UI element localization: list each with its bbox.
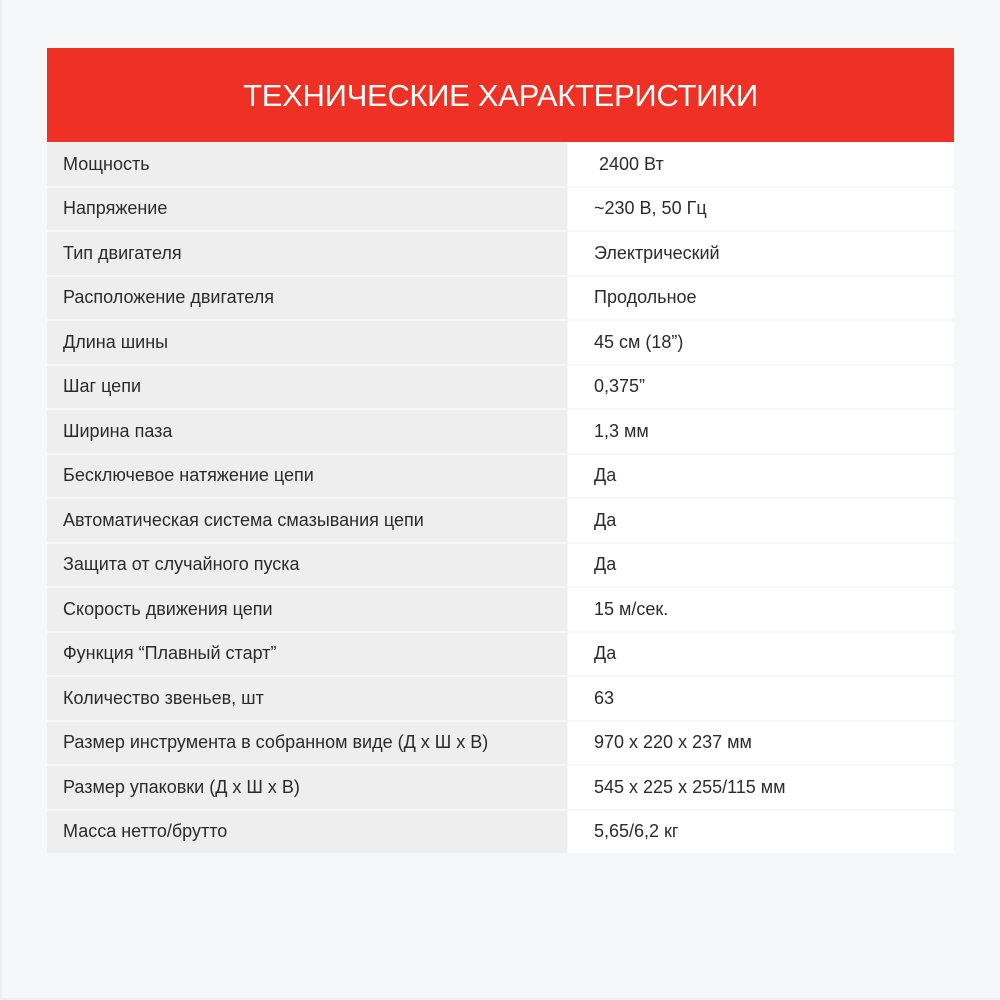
spec-table	[47, 143, 954, 853]
spec-label: Напряжение	[47, 188, 567, 231]
spec-label: Размер инструмента в собранном виде (Д х Ш х В)	[47, 722, 567, 765]
spec-label: Длина шины	[47, 321, 567, 364]
spec-value: Да	[568, 544, 954, 587]
spec-value: 15 м/сек.	[568, 588, 954, 631]
spec-value: Да	[568, 633, 954, 676]
spec-card	[47, 48, 954, 853]
page-title: ТЕХНИЧЕСКИЕ ХАРАКТЕРИСТИКИ	[243, 78, 758, 113]
spec-label: Тип двигателя	[47, 232, 567, 275]
spec-value: 2400 Вт	[568, 143, 954, 186]
table-row	[47, 277, 954, 320]
spec-label: Масса нетто/брутто	[47, 811, 567, 854]
spec-value: 63	[568, 677, 954, 720]
table-row	[47, 410, 954, 453]
table-row	[47, 811, 954, 854]
spec-label: Ширина паза	[47, 410, 567, 453]
spec-value: Продольное	[568, 277, 954, 320]
spec-value: 5,65/6,2 кг	[568, 811, 954, 854]
spec-value: 1,3 мм	[568, 410, 954, 453]
table-row	[47, 188, 954, 231]
table-row	[47, 321, 954, 364]
spec-value: 545 х 225 х 255/115 мм	[568, 766, 954, 809]
spec-label: Шаг цепи	[47, 366, 567, 409]
spec-label: Количество звеньев, шт	[47, 677, 567, 720]
table-row	[47, 633, 954, 676]
table-row	[47, 544, 954, 587]
table-row	[47, 588, 954, 631]
spec-label: Расположение двигателя	[47, 277, 567, 320]
table-row	[47, 366, 954, 409]
spec-header	[47, 48, 954, 142]
spec-value: 45 см (18”)	[568, 321, 954, 364]
table-row	[47, 722, 954, 765]
spec-value: Электрический	[568, 232, 954, 275]
spec-label: Функция “Плавный старт”	[47, 633, 567, 676]
spec-value: 970 х 220 х 237 мм	[568, 722, 954, 765]
spec-label: Автоматическая система смазывания цепи	[47, 499, 567, 542]
spec-value: Да	[568, 499, 954, 542]
spec-value: Да	[568, 455, 954, 498]
spec-label: Скорость движения цепи	[47, 588, 567, 631]
spec-value: ~230 В, 50 Гц	[568, 188, 954, 231]
spec-label: Бесключевое натяжение цепи	[47, 455, 567, 498]
spec-value: 0,375”	[568, 366, 954, 409]
spec-label: Размер упаковки (Д х Ш х В)	[47, 766, 567, 809]
table-row	[47, 455, 954, 498]
table-row	[47, 143, 954, 186]
table-row	[47, 499, 954, 542]
table-row	[47, 232, 954, 275]
spec-label: Мощность	[47, 143, 567, 186]
table-row	[47, 677, 954, 720]
spec-label: Защита от случайного пуска	[47, 544, 567, 587]
table-row	[47, 766, 954, 809]
